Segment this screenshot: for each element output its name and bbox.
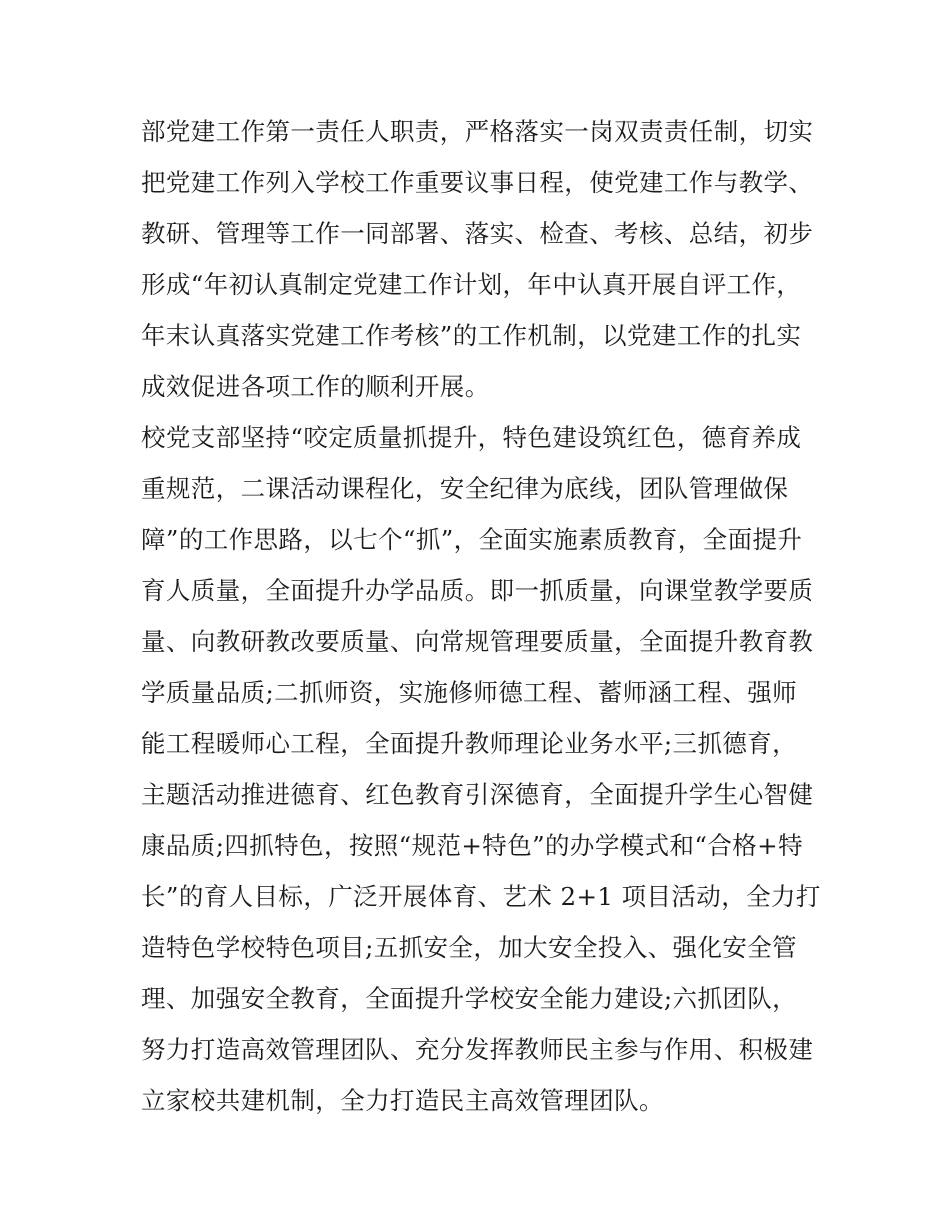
paragraph-1 — [141, 106, 831, 412]
text-line: 障”的工作思路，以七个“抓”，全面实施素质教育，全面提升 — [141, 525, 803, 554]
text-line: 主题活动推进德育、红色教育引深德育，全面提升学生心智健 — [141, 780, 814, 809]
text-line: 部党建工作第一责任人职责，严格落实一岗双责责任制，切实 — [141, 117, 814, 146]
text-line: 成效促进各项工作的顺利开展。 — [141, 372, 490, 401]
text-line: 校党支部坚持“咬定质量抓提升，特色建设筑红色，德育养成 — [141, 423, 802, 452]
text-line: 年末认真落实党建工作考核”的工作机制，以党建工作的扎实 — [141, 321, 802, 350]
text-line: 重规范，二课活动课程化，安全纪律为底线，团队管理做保 — [141, 474, 789, 503]
text-line: 量、向教研教改要质量、向常规管理要质量，全面提升教育教 — [141, 627, 814, 656]
text-line: 长”的育人目标，广泛开展体育、艺术 2+1 项目活动，全力打 — [141, 882, 821, 911]
text-line: 教研、管理等工作一同部署、落实、检查、考核、总结，初步 — [141, 219, 814, 248]
text-line: 理、加强安全教育，全面提升学校安全能力建设;六抓团队， — [141, 984, 798, 1013]
text-line: 努力打造高效管理团队、充分发挥教师民主参与作用、积极建 — [141, 1035, 814, 1064]
text-line: 康品质;四抓特色，按照“规范+特色”的办学模式和“合格+特 — [141, 831, 803, 860]
text-line: 把党建工作列入学校工作重要议事日程，使党建工作与教学、 — [141, 168, 814, 197]
paragraph-2 — [141, 412, 831, 1126]
text-line: 能工程暖师心工程，全面提升教师理论业务水平;三抓德育， — [141, 729, 798, 758]
text-line: 学质量品质;二抓师资，实施修师德工程、蓄师涵工程、强师 — [141, 678, 798, 707]
text-line: 立家校共建机制，全力打造民主高效管理团队。 — [141, 1086, 664, 1115]
text-line: 造特色学校特色项目;五抓安全，加大安全投入、强化安全管 — [141, 933, 798, 962]
document-body — [141, 106, 831, 1126]
text-line: 形成“年初认真制定党建工作计划，年中认真开展自评工作， — [141, 270, 802, 299]
text-line: 育人质量，全面提升办学品质。即一抓质量，向课堂教学要质 — [141, 576, 814, 605]
